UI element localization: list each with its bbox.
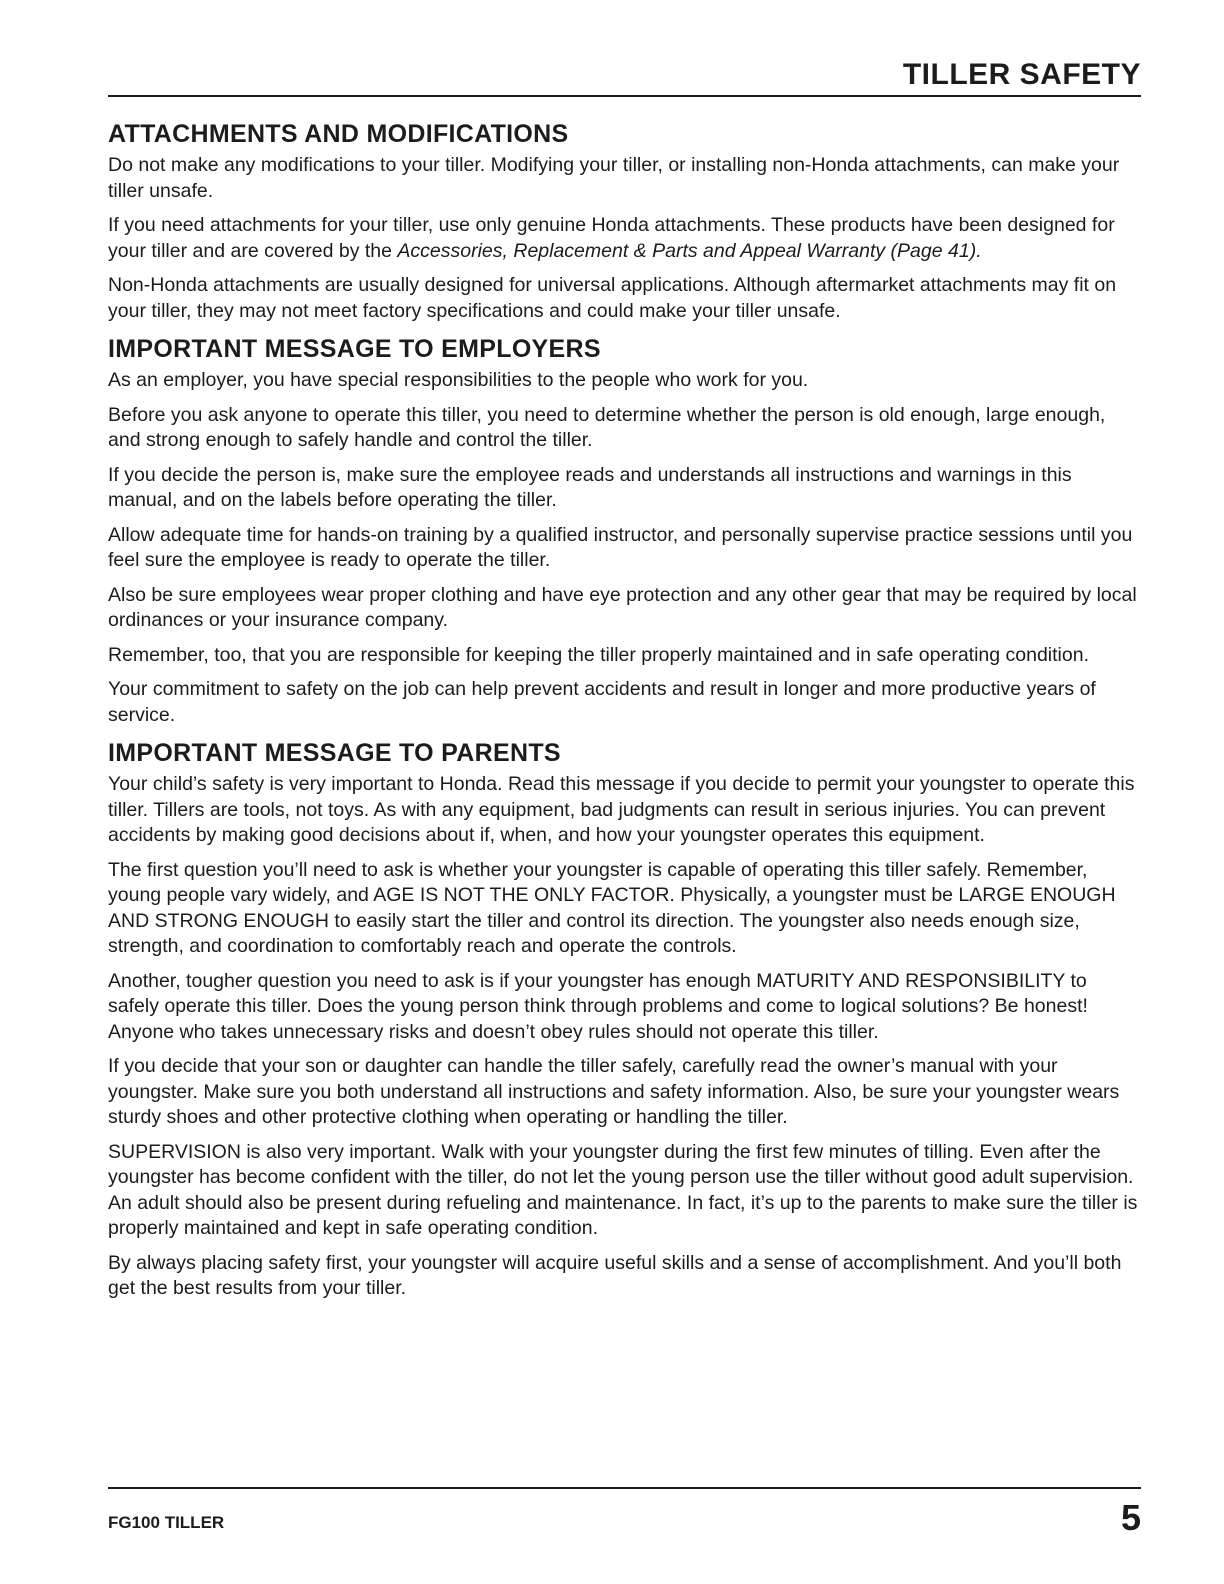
warranty-reference: Accessories, Replacement & Parts and Appeal Warranty (Page 41).	[397, 239, 982, 262]
employers-paragraph: Remember, too, that you are responsible for keeping the tiller properly maintained and in safe operating condition.	[108, 643, 1089, 666]
attachments-paragraph-2-text: If you need attachments for your tiller, use only genuine Honda attachments. These products have been designed for your tiller and are covered by the	[108, 214, 1115, 262]
parents-paragraph: SUPERVISION is also very important. Walk with your youngster during the first few minutes of tilling. Even after the youngster has become confident with the tiller, do not let the young person use the tiller without good adult supervision. An adult should also be present during refueling and maintenance. In fact, it’s up to the parents to make sure the tiller is properly maintained and kept in safe operating condition.	[108, 1140, 1138, 1239]
parents-paragraph: By always placing safety first, your youngster will acquire useful skills and a sense of accomplishment. And you’ll both get the best results from your tiller.	[108, 1251, 1122, 1299]
section-heading-employers: IMPORTANT MESSAGE TO EMPLOYERS	[108, 335, 601, 363]
attachments-paragraph-3: Non-Honda attachments are usually designed for universal applications. Although aftermarket attachments may fit on your tiller, they may not meet factory specifications and could make your tiller unsafe.	[108, 274, 1117, 322]
footer-rule	[108, 1487, 1141, 1489]
parents-paragraph: Another, tougher question you need to ask is if your youngster has enough MATURITY AND RESPONSIBILITY to safely operate this tiller. Does the young person think through problems and come to logical solutions? Be honest! Anyone who takes unnecessary risks and doesn’t obey rules should not operate this tiller.	[108, 969, 1088, 1043]
parents-paragraph: The first question you’ll need to ask is whether your youngster is capable of operating this tiller safely. Remember, young people vary widely, and AGE IS NOT THE ONLY FACTOR. Physically, a youngster must be LARGE ENOUGH AND STRONG ENOUGH to easily start the tiller and control its direction. The youngster also needs enough size, strength, and coordination to comfortably reach and operate the controls.	[108, 858, 1116, 957]
employers-paragraph: As an employer, you have special responsibilities to the people who work for you.	[108, 369, 809, 391]
employers-paragraph: If you decide the person is, make sure the employee reads and understands all instructions and warnings in this manual, and on the labels before operating the tiller.	[108, 463, 1072, 511]
section-heading-attachments: ATTACHMENTS AND MODIFICATIONS	[108, 120, 569, 148]
employers-paragraph: Before you ask anyone to operate this tiller, you need to determine whether the person is old enough, large enough, and strong enough to safely handle and control the tiller.	[108, 403, 1106, 451]
parents-paragraph: If you decide that your son or daughter can handle the tiller safely, carefully read the owner’s manual with your youngster. Make sure you both understand all instructions and safety information. Also, be sure your youngster wears sturdy shoes and other protective clothing when operating or handling the tiller.	[108, 1055, 1120, 1128]
section-heading-parents: IMPORTANT MESSAGE TO PARENTS	[108, 739, 561, 767]
employers-paragraph: Allow adequate time for hands-on training by a qualified instructor, and personally supervise practice sessions until you feel sure the employee is ready to operate the tiller.	[108, 523, 1133, 571]
header-rule	[108, 95, 1141, 97]
page-number: 5	[1120, 1497, 1141, 1538]
employers-paragraph: Your commitment to safety on the job can help prevent accidents and result in longer and more productive years of service.	[108, 678, 1096, 726]
attachments-paragraph-1: Do not make any modifications to your tiller. Modifying your tiller, or installing non-Honda attachments, can make your tiller unsafe.	[108, 154, 1120, 202]
page-content	[108, 58, 1141, 1311]
attachments-paragraph-2	[108, 213, 1141, 264]
page-header-title: TILLER SAFETY	[902, 58, 1141, 91]
footer-model-name: FG100 TILLER	[108, 1513, 225, 1532]
employers-paragraph: Also be sure employees wear proper clothing and have eye protection and any other gear that may be required by local ordinances or your insurance company.	[108, 583, 1137, 631]
parents-paragraph: Your child’s safety is very important to Honda. Read this message if you decide to permit your youngster to operate this tiller. Tillers are tools, not toys. As with any equipment, bad judgments can result in serious injuries. You can prevent accidents by making good decisions about if, when, and how your youngster operates this equipment.	[108, 773, 1135, 846]
